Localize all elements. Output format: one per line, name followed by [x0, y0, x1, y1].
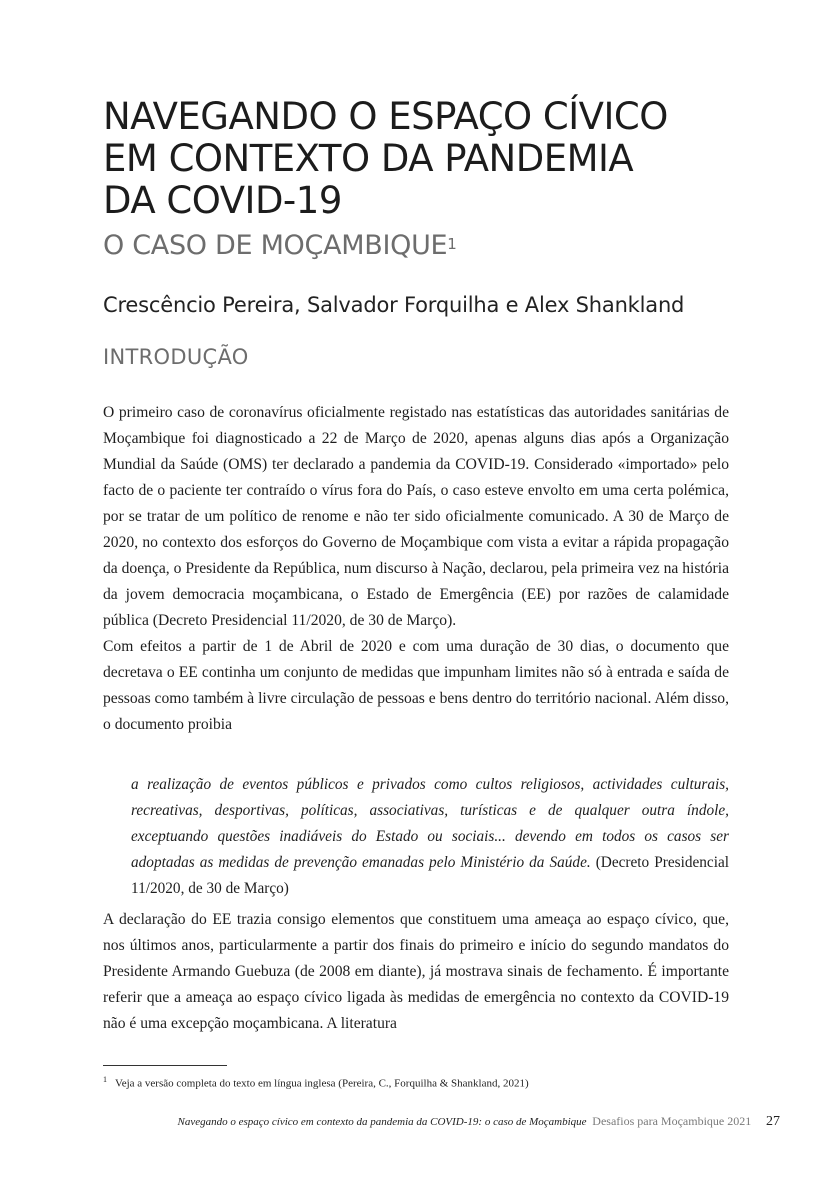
footnote: [103, 1072, 529, 1092]
chapter-title-line: EM CONTEXTO DA PANDEMIA: [103, 137, 634, 180]
chapter-title-line: NAVEGANDO O ESPAÇO CÍVICO: [103, 95, 668, 138]
page-footer: [178, 1113, 780, 1130]
chapter-subtitle: [103, 229, 457, 263]
block-quote: [131, 772, 729, 902]
section-heading: INTRODUÇÃO: [103, 345, 249, 369]
running-title: Navegando o espaço cívico em contexto da pandemia da COVID-19: o caso de Moçambique: [177, 1116, 587, 1128]
page-number: 27: [766, 1114, 780, 1129]
authors: Crescêncio Pereira, Salvador Forquilha e Alex Shankland: [103, 293, 685, 317]
footnote-divider: [103, 1065, 227, 1066]
paragraph: A declaração do EE trazia consigo elementos que constituem uma ameaça ao espaço cívico, que, nos últimos anos, particularmente a partir dos finais do primeiro e início do segundo mandatos do Presidente Armando Guebuza (de 2008 em diante), já mostrava sinais de fechamento. É importante referir que a ameaça ao espaço cívico ligada às medidas de emergência no contexto da COVID-19 não é uma excepção moçambicana. A literatura: [103, 911, 729, 1032]
chapter-title: [103, 96, 743, 222]
quote-citation: (Decreto Presidencial 11/2020, de 30 de Março): [131, 854, 729, 897]
footnote-text: Veja a versão completa do texto em língua inglesa (Pereira, C., Forquilha & Shankland, 2021): [115, 1077, 529, 1090]
footnote-marker: 1: [103, 1075, 107, 1084]
paragraph: Com efeitos a partir de 1 de Abril de 2020 e com uma duração de 30 dias, o documento que decretava o EE continha um conjunto de medidas que impunham limites não só à entrada e saída de pessoas como também à livre circulação de pessoas e bens dentro do território nacional. Além disso, o documento proibia: [103, 638, 729, 733]
footnote-reference: 1: [447, 235, 457, 253]
body-text-bottom: [103, 907, 729, 1037]
paragraph: O primeiro caso de coronavírus oficialmente registado nas estatísticas das autoridades sanitárias de Moçambique foi diagnosticado a 22 de Março de 2020, apenas alguns dias após a Organização Mundial da Saúde (OMS) ter declarado a pandemia da COVID-19. Considerado «importado» pelo facto de o paciente ter contraído o vírus fora do País, o caso esteve envolto em uma certa polémica, por se tratar de um político de renome e não ter sido oficialmente comunicado. A 30 de Março de 2020, no contexto dos esforços do Governo de Moçambique com vista a evitar a rápida propagação da doença, o Presidente da República, num discurso à Nação, declarou, pela primeira vez na história da jovem democracia moçambicana, o Estado de Emergência (EE) por razões de calamidade pública (Decreto Presidencial 11/2020, de 30 de Março).: [103, 404, 729, 629]
quote-text: a realização de eventos públicos e privados como cultos religiosos, actividades culturais, recreativas, desportivas, políticas, associativas, turísticas e de qualquer outra índole, exceptuando questões inadiáveis do Estado ou sociais... devendo em todos os casos ser adoptadas as medidas de prevenção emanadas pelo Ministério da Saúde.: [131, 776, 729, 871]
subtitle-text: O CASO DE MOÇAMBIQUE: [103, 230, 448, 261]
chapter-title-line: DA COVID-19: [103, 179, 342, 222]
publication-name: Desafios para Moçambique 2021: [592, 1114, 752, 1128]
body-text-top: [103, 400, 729, 738]
